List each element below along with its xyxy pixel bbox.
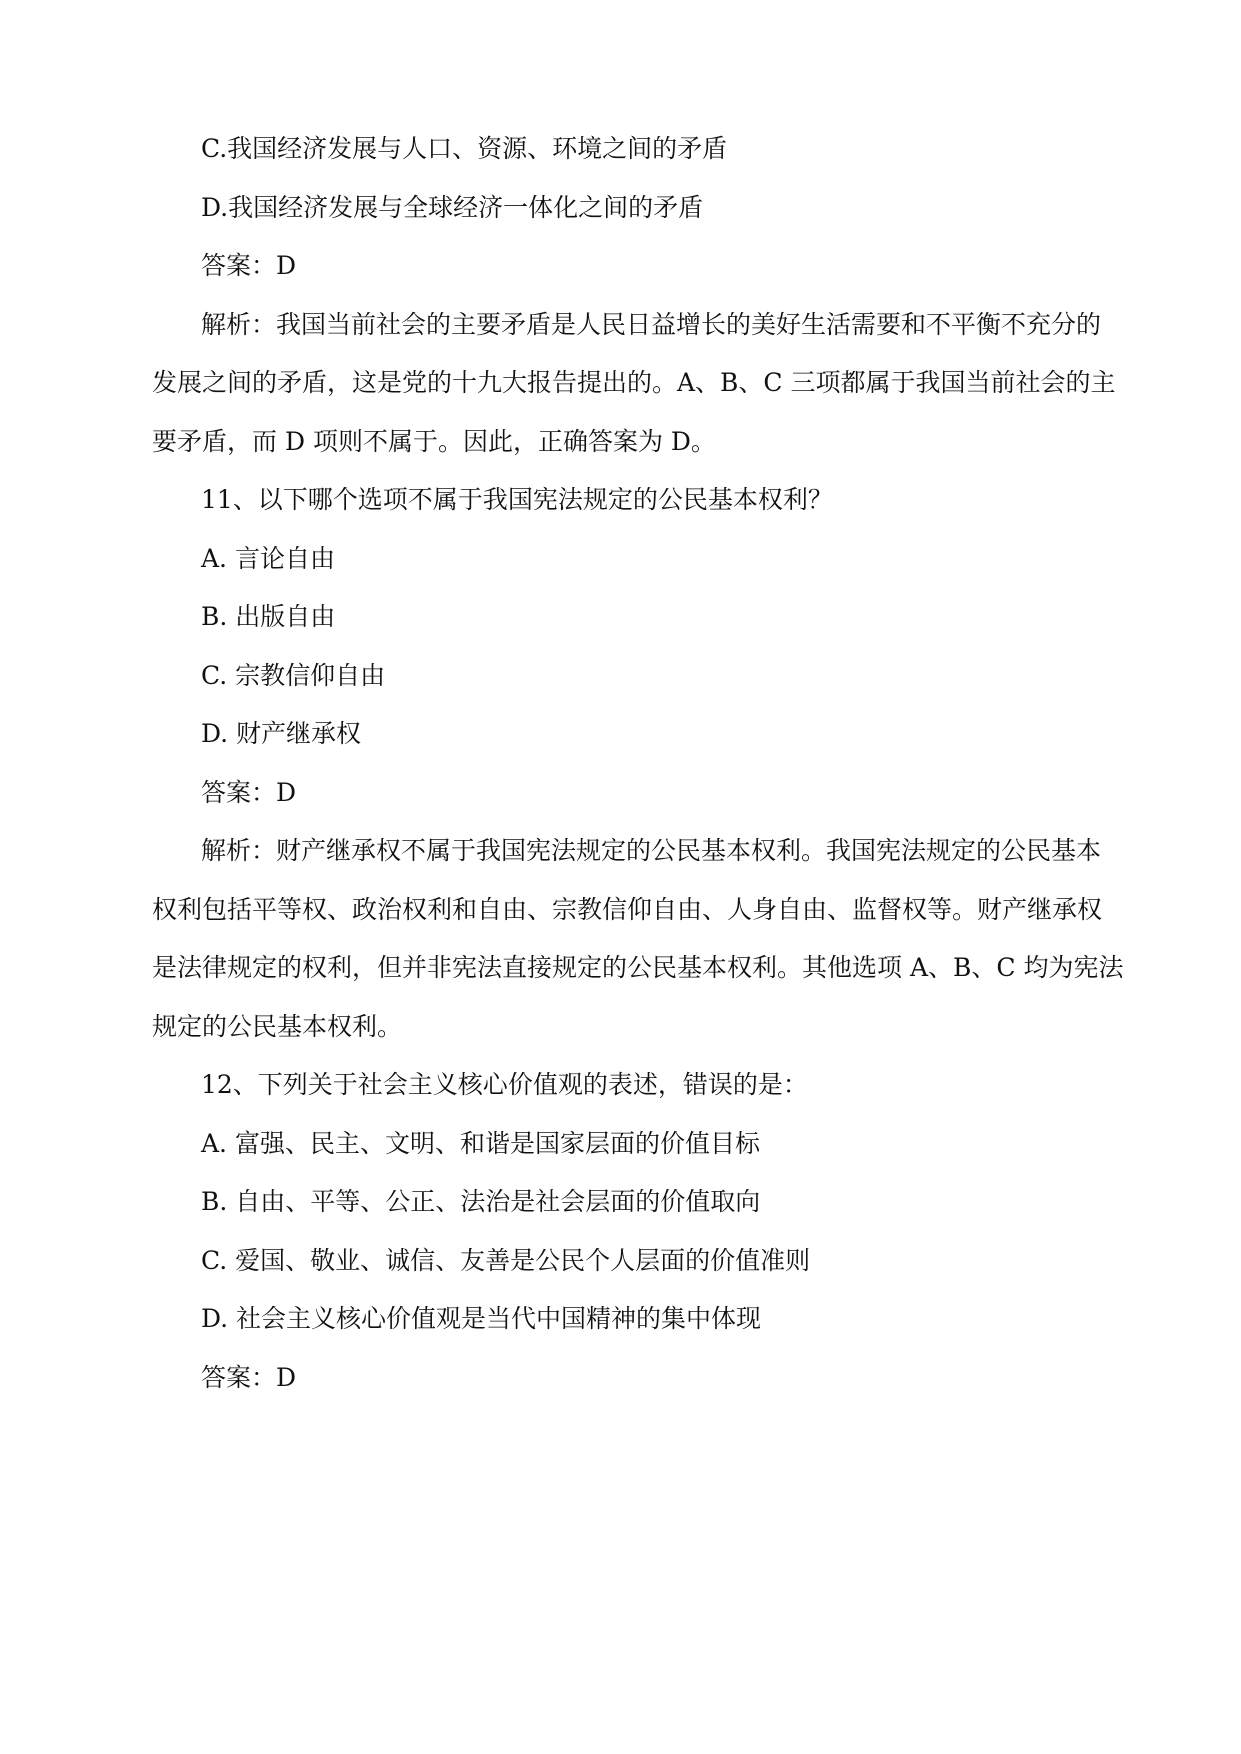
q12-question: 12、下列关于社会主义核心价值观的表述，错误的是： — [201, 1070, 808, 1099]
q10-analysis-line-2: 发展之间的矛盾，这是党的十九大报告提出的。A、B、C 三项都属于我国当前社会的主 — [152, 368, 1116, 397]
q10-option-d: D.我国经济发展与全球经济一体化之间的矛盾 — [201, 193, 704, 222]
q11-analysis-line-4: 规定的公民基本权利。 — [152, 1012, 403, 1041]
q12-option-b: B. 自由、平等、公正、法治是社会层面的价值取向 — [201, 1187, 761, 1216]
q11-analysis-line-2: 权利包括平等权、政治权利和自由、宗教信仰自由、人身自由、监督权等。财产继承权 — [152, 895, 1103, 924]
q12-option-c: C. 爱国、敬业、诚信、友善是公民个人层面的价值准则 — [201, 1246, 811, 1275]
q11-answer: 答案：D — [201, 778, 297, 807]
q11-option-c: C. 宗教信仰自由 — [201, 661, 386, 690]
q12-answer: 答案：D — [201, 1363, 297, 1392]
q11-question: 11、以下哪个选项不属于我国宪法规定的公民基本权利？ — [201, 485, 833, 514]
q10-option-c: C.我国经济发展与人口、资源、环境之间的矛盾 — [201, 134, 728, 163]
q10-analysis-line-3: 要矛盾，而 D 项则不属于。因此，正确答案为 D。 — [152, 427, 716, 456]
q11-option-d: D. 财产继承权 — [201, 719, 362, 748]
q11-option-a: A. 言论自由 — [201, 544, 335, 573]
q10-analysis-line-1: 解析：我国当前社会的主要矛盾是人民日益增长的美好生活需要和不平衡不充分的 — [201, 310, 1102, 339]
q11-option-b: B. 出版自由 — [201, 602, 336, 631]
q12-option-d: D. 社会主义核心价值观是当代中国精神的集中体现 — [201, 1304, 762, 1333]
q11-analysis-line-1: 解析：财产继承权不属于我国宪法规定的公民基本权利。我国宪法规定的公民基本 — [201, 836, 1102, 865]
q11-analysis-line-3: 是法律规定的权利，但并非宪法直接规定的公民基本权利。其他选项 A、B、C 均为宪法 — [152, 953, 1124, 982]
q12-option-a: A. 富强、民主、文明、和谐是国家层面的价值目标 — [201, 1129, 760, 1158]
q10-answer: 答案：D — [201, 251, 297, 280]
